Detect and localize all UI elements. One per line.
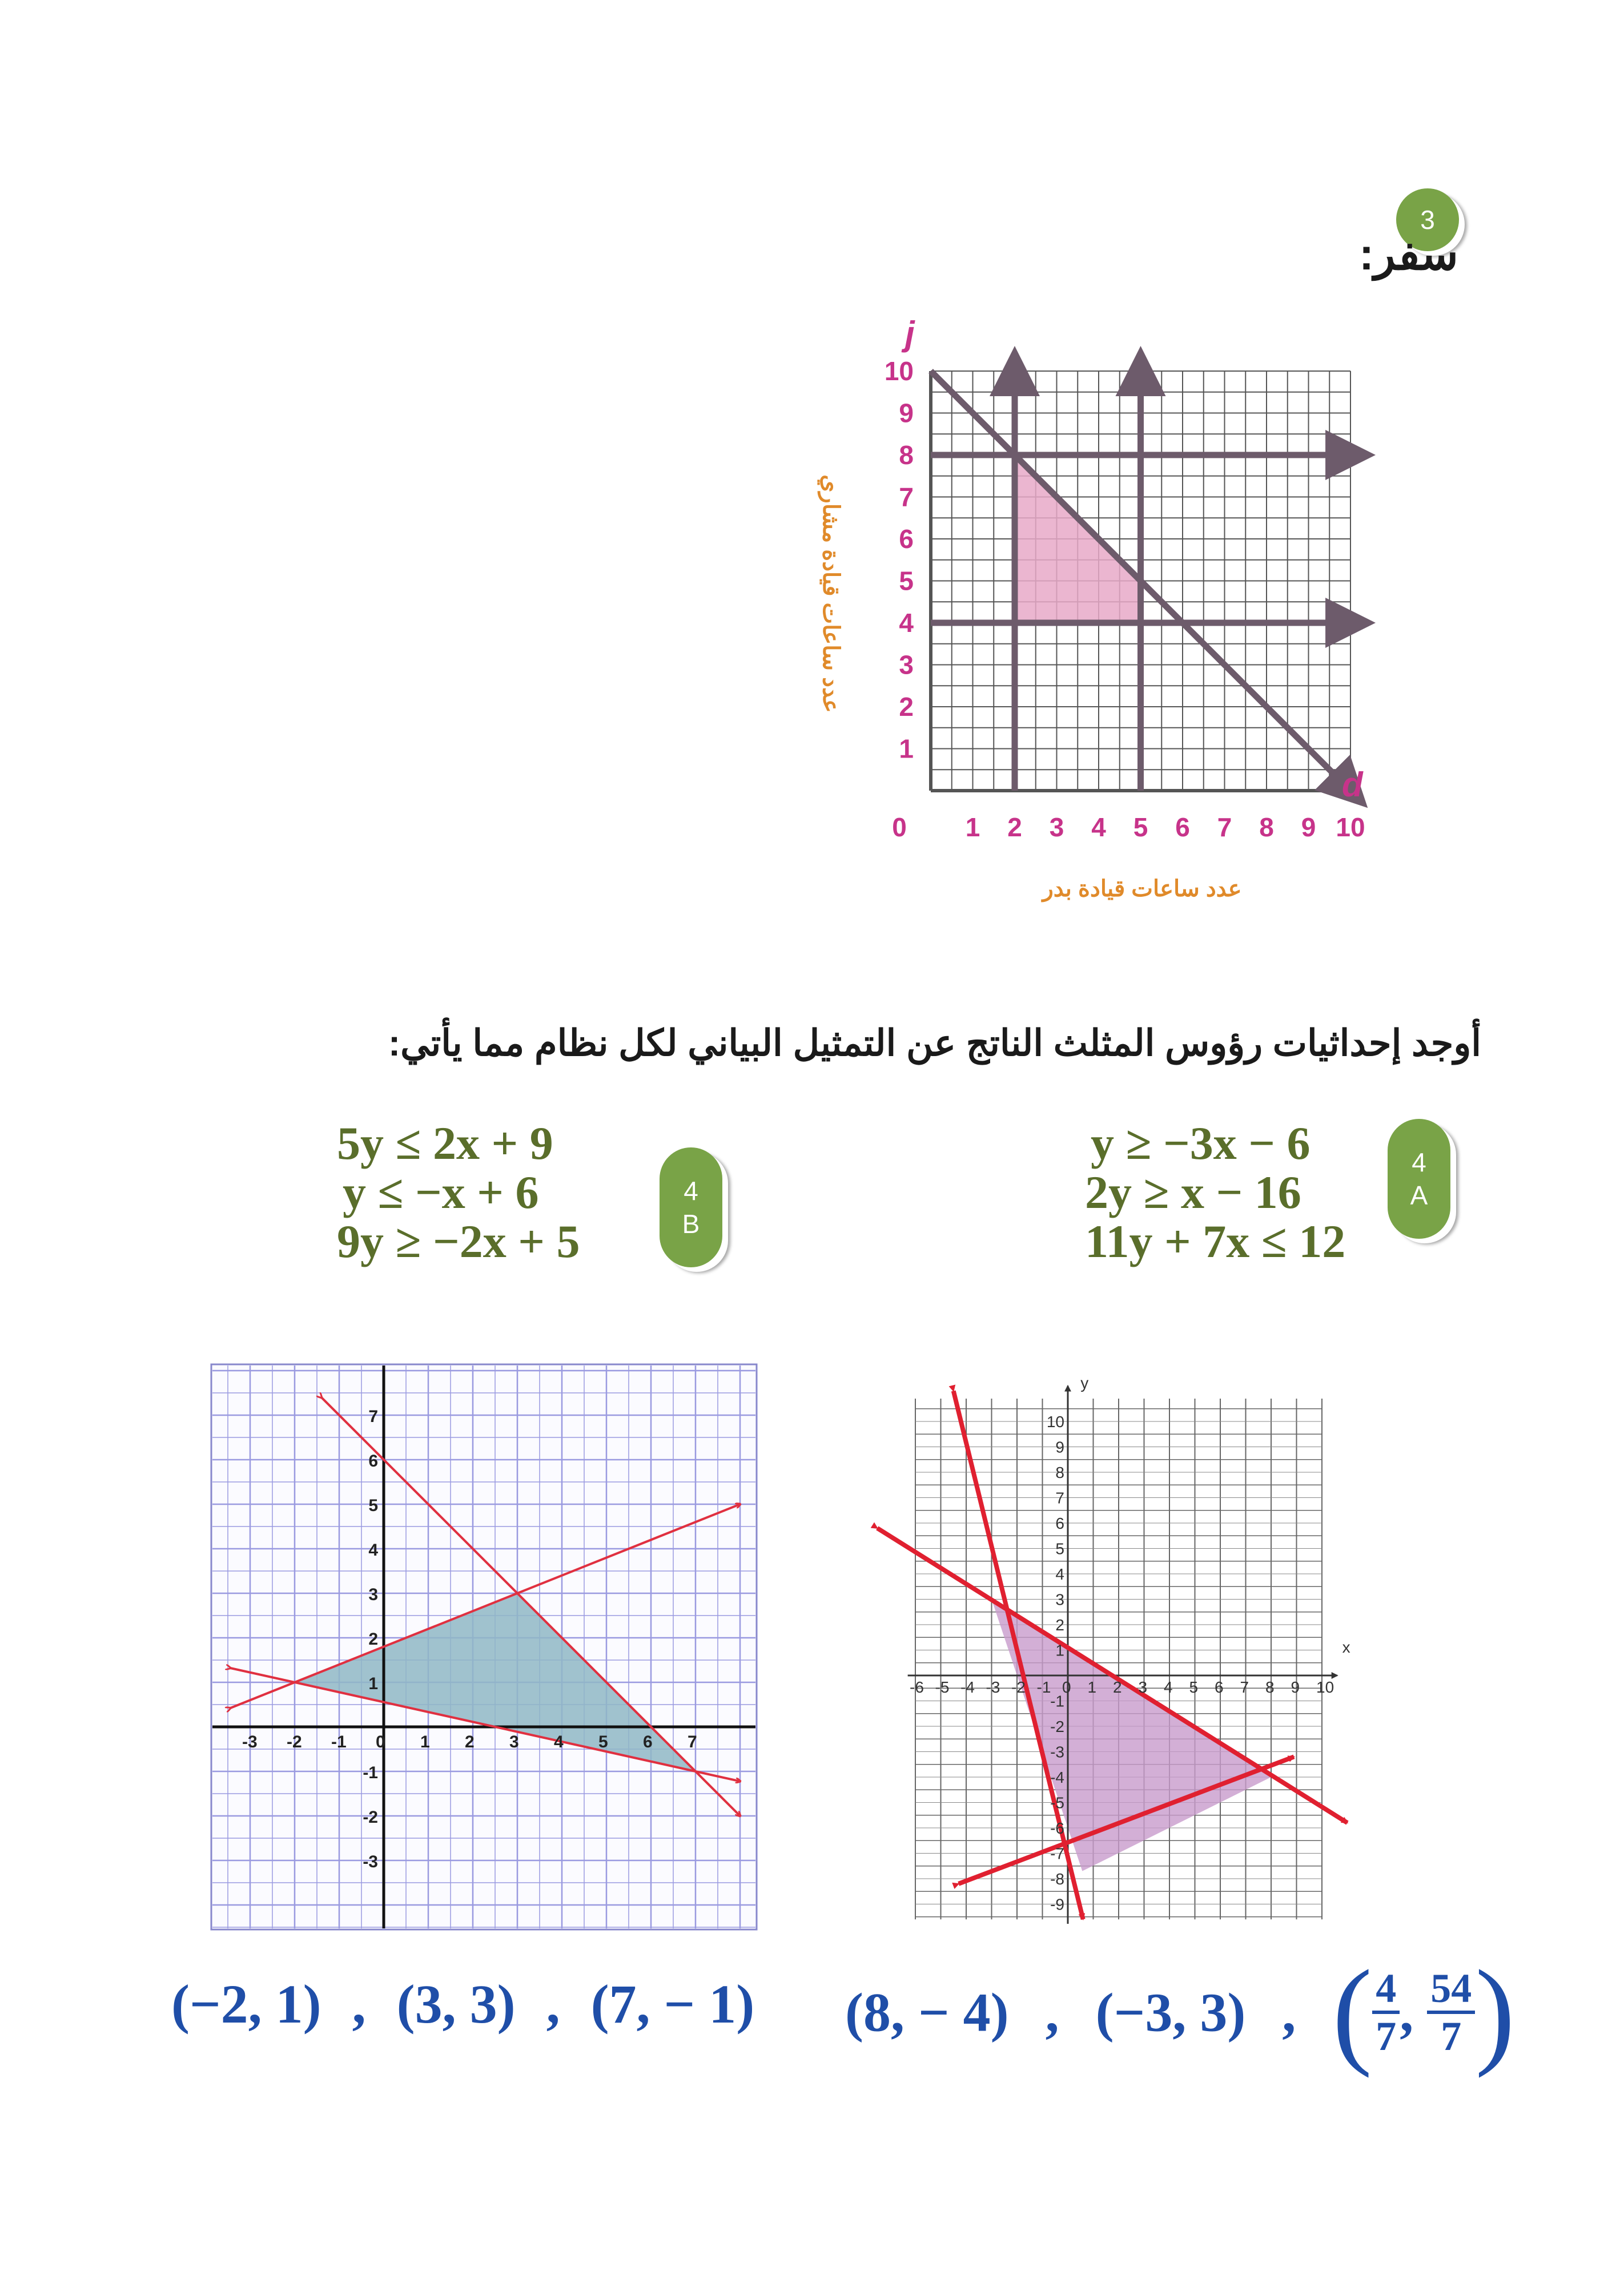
y-tick-label: -9	[1050, 1895, 1064, 1914]
x-tick-label: 0	[1062, 1678, 1071, 1696]
inequality-2: 2y ≥ x − 16	[1085, 1166, 1301, 1218]
y-tick-label: 2	[899, 692, 914, 722]
y-tick-label: 3	[899, 650, 914, 680]
y-tick-label: 8	[899, 440, 914, 470]
y-tick-label: 2	[368, 1630, 378, 1649]
y-tick-label: -2	[363, 1808, 378, 1827]
y-tick-label: 4	[899, 608, 914, 638]
x-tick-label: 6	[1215, 1678, 1224, 1696]
badge-number: 4	[1412, 1147, 1426, 1177]
answer-b	[171, 1972, 754, 2036]
y-tick-label: 7	[1055, 1489, 1064, 1507]
vertex-2: (3, 3)	[396, 1973, 516, 2035]
x-tick-label: 7	[1240, 1678, 1249, 1696]
x-tick-label: -3	[986, 1678, 1000, 1696]
x-variable-label: d	[1342, 766, 1363, 804]
vertex-1: (−2, 1)	[171, 1973, 321, 2035]
fraction-x: $\frac{4}{7}$	[1372, 1966, 1400, 2059]
y-tick-label: 3	[368, 1585, 378, 1604]
y-tick-label: -2	[1050, 1718, 1064, 1735]
y-tick-label: -1	[1050, 1692, 1064, 1710]
y-axis-label: y	[1080, 1374, 1089, 1392]
x-axis-title: عدد ساعات قيادة بدر	[1042, 876, 1242, 901]
x-tick-label: 10	[1336, 812, 1365, 842]
y-tick-label: -8	[1050, 1870, 1064, 1888]
inequality-2: y ≤ −x + 6	[343, 1166, 539, 1218]
x-tick-label: 2	[1113, 1678, 1122, 1696]
y-tick-label: -3	[363, 1852, 378, 1871]
y-axis-title: عدد ساعات قيادة مشاري	[818, 474, 843, 713]
x-tick-label: 3	[1049, 812, 1064, 842]
y-tick-label: -3	[1050, 1743, 1064, 1761]
y-tick-label: 5	[368, 1496, 378, 1515]
y-tick-label: 1	[899, 734, 914, 764]
vertex-1: (8, − 4)	[845, 1981, 1009, 2043]
y-tick-label: 5	[1055, 1540, 1064, 1558]
x-tick-label: 6	[643, 1733, 653, 1751]
y-tick-label: 1	[368, 1674, 378, 1693]
x-tick-label: -1	[331, 1733, 347, 1751]
graph-a	[828, 1359, 1456, 1924]
x-tick-label: 4	[1164, 1678, 1173, 1696]
problem-b-inequalities	[337, 1119, 580, 1266]
y-tick-label: 10	[1046, 1413, 1064, 1431]
boundary-line-5	[931, 371, 1359, 799]
y-tick-label: 10	[884, 356, 914, 386]
x-tick-label: 8	[1259, 812, 1274, 842]
problem-3-label: سفر:	[1359, 229, 1458, 279]
x-tick-label: 6	[1175, 812, 1190, 842]
y-tick-label: 9	[899, 398, 914, 428]
x-tick-label: 3	[509, 1733, 519, 1751]
x-tick-label: -2	[287, 1733, 302, 1751]
x-tick-label: -3	[242, 1733, 258, 1751]
inequality-3: 9y ≥ −2x + 5	[337, 1215, 580, 1267]
y-tick-label: 7	[368, 1407, 378, 1426]
fraction-y: $\frac{54}{7}$	[1427, 1966, 1475, 2059]
y-variable-label: j	[905, 320, 915, 353]
y-tick-label: 4	[368, 1541, 378, 1560]
problem-4a-badge	[1388, 1119, 1450, 1239]
y-tick-label: 3	[1055, 1590, 1064, 1609]
x-tick-label: -1	[1036, 1678, 1051, 1696]
x-tick-label: 0	[376, 1733, 385, 1751]
inequality-1: y ≥ −3x − 6	[1091, 1117, 1311, 1169]
y-tick-label: 5	[899, 566, 914, 596]
x-tick-label: 7	[688, 1733, 697, 1751]
x-axis-label: x	[1342, 1638, 1350, 1656]
problem-4b-badge	[660, 1147, 722, 1267]
inequality-3: 11y + 7x ≤ 12	[1085, 1215, 1346, 1267]
problem-a-inequalities	[1085, 1119, 1345, 1266]
vertex-2: (−3, 3)	[1095, 1981, 1246, 2043]
x-tick-label: 5	[1133, 812, 1148, 842]
x-tick-label: 5	[1189, 1678, 1199, 1696]
vertex-3-fraction: ( $\frac{4}{7}$ , $\frac{54}{7}$ )	[1332, 1946, 1516, 2079]
x-tick-label: 1	[965, 812, 980, 842]
x-tick-label: 7	[1217, 812, 1232, 842]
x-tick-label: 8	[1265, 1678, 1275, 1696]
x-tick-label: 2	[465, 1733, 475, 1751]
badge-number: 3	[1420, 205, 1435, 235]
x-tick-label: 3	[1138, 1678, 1148, 1696]
y-tick-label: 6	[899, 524, 914, 554]
vertex-3: (7, − 1)	[590, 1973, 755, 2035]
y-tick-label: 8	[1055, 1464, 1064, 1481]
x-tick-label: 10	[1316, 1678, 1334, 1696]
y-tick-label: 1	[1055, 1641, 1064, 1659]
answer-a	[845, 1946, 1516, 2079]
y-tick-label: -4	[1050, 1769, 1064, 1786]
y-tick-label: -5	[1050, 1794, 1064, 1812]
badge-letter: B	[682, 1209, 700, 1239]
x-tick-label: 9	[1291, 1678, 1300, 1696]
graph-b	[206, 1359, 765, 1941]
badge-letter: A	[1410, 1181, 1428, 1210]
separator: ,	[546, 1973, 560, 2035]
y-tick-label: 6	[368, 1452, 378, 1471]
x-tick-label: -2	[1011, 1678, 1026, 1696]
y-tick-label: 9	[1055, 1438, 1064, 1456]
x-tick-label: -4	[960, 1678, 975, 1696]
instruction-heading: أوجد إحداثيات رؤوس المثلث الناتج عن التمثيل البياني لكل نظام مما يأتي:	[388, 1022, 1481, 1064]
x-tick-label: 1	[1087, 1678, 1097, 1696]
x-tick-label: 5	[598, 1733, 608, 1751]
y-tick-label: 2	[1055, 1616, 1064, 1634]
x-tick-label: -5	[935, 1678, 950, 1696]
x-tick-label: 4	[554, 1733, 564, 1751]
x-tick-label: -6	[910, 1678, 924, 1696]
x-tick-label: 0	[892, 812, 907, 842]
x-tick-label: 9	[1301, 812, 1316, 842]
inequality-1: 5y ≤ 2x + 9	[337, 1117, 553, 1169]
travel-chart	[788, 320, 1388, 925]
separator: ,	[1045, 1981, 1059, 2043]
x-tick-label: 1	[420, 1733, 430, 1751]
separator: ,	[1282, 1981, 1296, 2043]
badge-number: 4	[684, 1176, 698, 1206]
x-tick-label: 2	[1007, 812, 1022, 842]
y-tick-label: -1	[363, 1763, 378, 1782]
y-tick-label: 7	[899, 482, 914, 512]
y-tick-label: 4	[1055, 1565, 1064, 1583]
separator: ,	[352, 1973, 366, 2035]
y-tick-label: 6	[1055, 1514, 1064, 1532]
y-tick-label: -7	[1050, 1844, 1064, 1863]
y-tick-label: -6	[1050, 1819, 1064, 1837]
x-tick-label: 4	[1091, 812, 1106, 842]
